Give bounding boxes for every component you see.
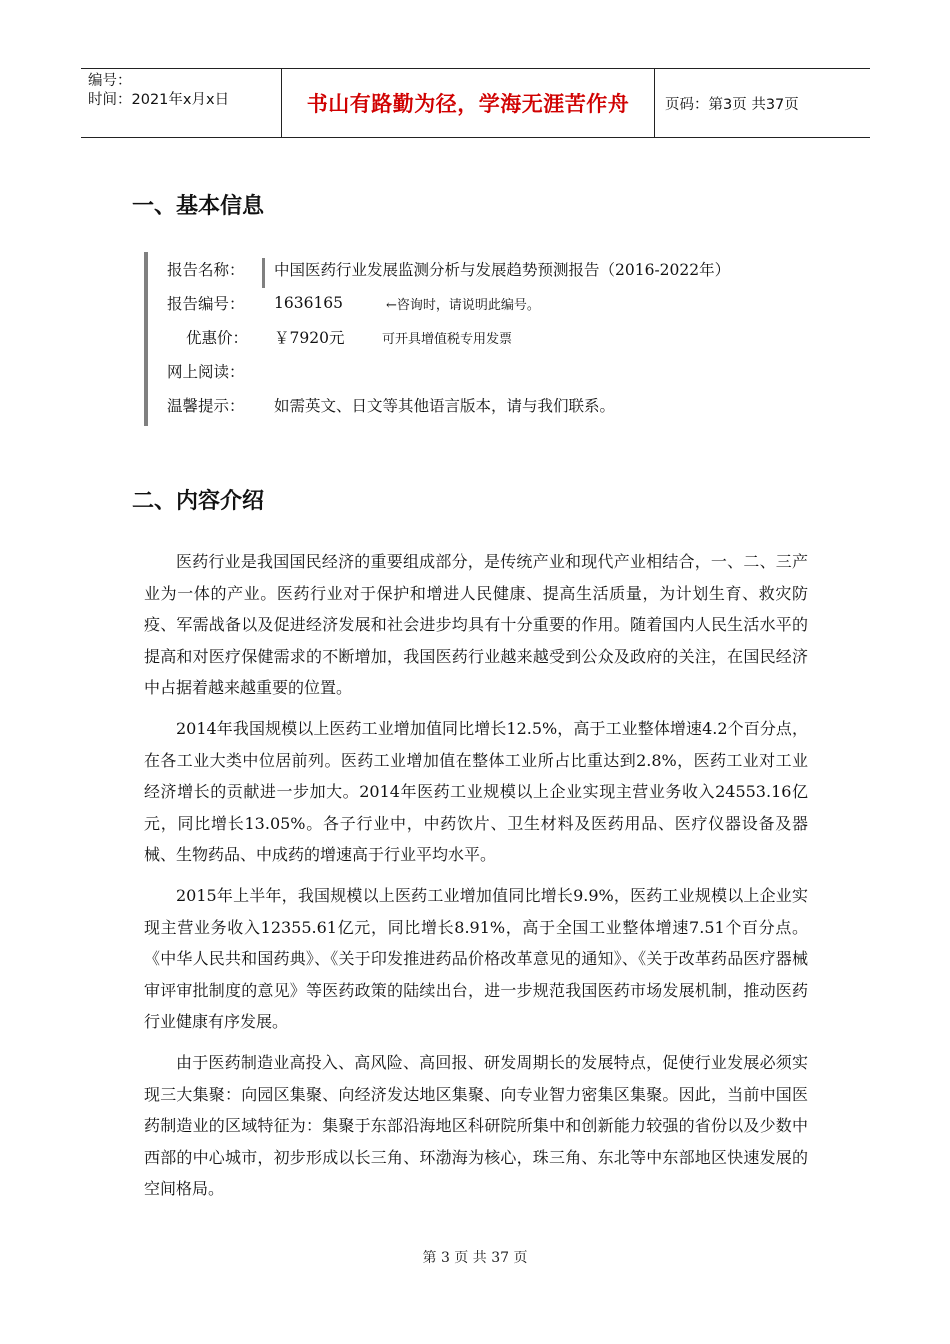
time-label: 时间：2021年x月x日 [88,92,230,108]
page-footer: 第 3 页 共 37 页 [422,1250,528,1266]
number-label: 编号： [88,73,132,89]
header-page-label: 页码：第3页 共37页 [665,96,799,113]
report-id-label: 报告编号： [167,295,245,313]
report-id-note: ←咨询时，请说明此编号。 [386,297,540,313]
report-id-value: 1636165 [274,294,344,312]
paragraph-1: 医药行业是我国国民经济的重要组成部分，是传统产业和现代产业相结合，一、二、三产业为一体的产业。医药行业对于保护和增进人民健康、提高生活质量，为计划生育、救灾防疫、军需战备以及促进经济发展和社会进步均具有十分重要的作用。随着国内人民生活水平的提高和对医疗保健需求的不断增加，我国医药行业越来越受到公众及政府的关注，在国民经济中占据着越来越重要的位置。 [144,552,808,697]
header-motto: 书山有路勤为径，学海无涯苦作舟 [306,92,630,116]
price-value: ￥7920元 [274,329,345,347]
tip-value: 如需英文、日文等其他语言版本，请与我们联系。 [274,397,616,415]
price-note: 可开具增值税专用发票 [382,331,513,347]
paragraph-2: 2014年我国规模以上医药工业增加值同比增长12.5%，高于工业整体增速4.2个百分点，在各工业大类中位居前列。医药工业增加值在整体工业所占比重达到2.8%，医药工业对工业经济增长的贡献进一步加大。2014年医药工业规模以上企业实现主营业务收入24553.16亿元，同比增长13.05%。各子行业中，中药饮片、卫生材料及医药用品、医疗仪器设备及器械、生物药品、中成药的增速高于行业平均水平。 [144,719,808,864]
report-name-value: 中国医药行业发展监测分析与发展趋势预测报告（2016-2022年） [274,261,731,279]
report-name-label: 报告名称： [167,261,245,279]
price-label: 优惠价： [186,329,249,347]
page-header [81,68,870,138]
info-box [144,252,798,426]
header-meta [81,69,281,137]
tip-label: 温馨提示： [167,397,245,415]
section-title-basic-info: 一、基本信息 [132,194,265,219]
paragraph-3: 2015年上半年，我国规模以上医药工业增加值同比增长9.9%，医药工业规模以上企业实现主营业务收入12355.61亿元，同比增长8.91%，高于全国工业整体增速7.51个百分点。《中华人民共和国药典》、《关于印发推进药品价格改革意见的通知》、《关于改革药品医疗器械审评审批制度的意见》等医药政策的陆续出台，进一步规范我国医药市场发展机制，推动医药行业健康有序发展。 [144,886,808,1031]
section-title-content: 二、内容介绍 [132,489,265,514]
online-read-label: 网上阅读： [167,363,245,381]
paragraph-4: 由于医药制造业高投入、高风险、高回报、研发周期长的发展特点，促使行业发展必须实现三大集聚：向园区集聚、向经济发达地区集聚、向专业智力密集区集聚。因此，当前中国医药制造业的区域特征为：集聚于东部沿海地区科研院所集中和创新能力较强的省份以及少数中西部的中心城市，初步形成以长三角、环渤海为核心，珠三角、东北等中东部地区快速发展的空间格局。 [144,1053,808,1198]
